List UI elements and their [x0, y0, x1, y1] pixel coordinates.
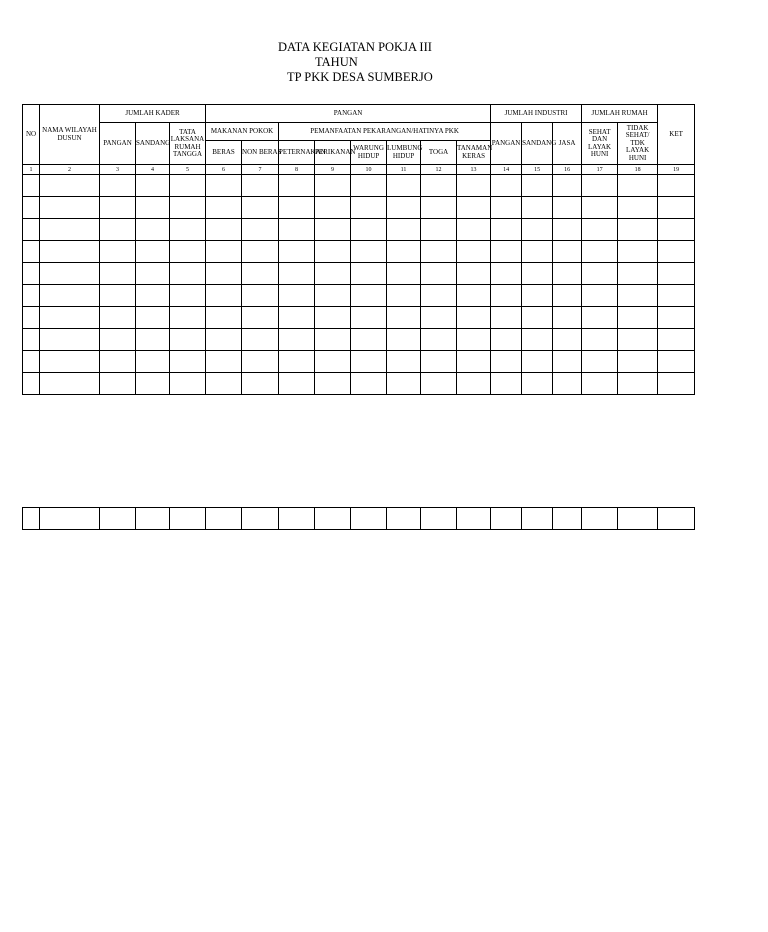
- table-cell[interactable]: [553, 175, 582, 197]
- table-cell[interactable]: [457, 508, 491, 530]
- table-row: [23, 263, 695, 285]
- table-cell[interactable]: [387, 197, 421, 219]
- table-cell[interactable]: [618, 373, 658, 395]
- table-cell[interactable]: [421, 351, 457, 373]
- table-cell[interactable]: [553, 351, 582, 373]
- table-cell[interactable]: [40, 351, 100, 373]
- table-cell[interactable]: [658, 219, 695, 241]
- table-cell[interactable]: [40, 175, 100, 197]
- title-line-3: TP PKK DESA SUMBERJO: [287, 70, 433, 84]
- table-cell[interactable]: [23, 197, 40, 219]
- table-cell[interactable]: [582, 329, 618, 351]
- table-cell[interactable]: [553, 307, 582, 329]
- table-cell[interactable]: [100, 508, 136, 530]
- table-cell[interactable]: [618, 219, 658, 241]
- table-cell[interactable]: [618, 197, 658, 219]
- table-cell[interactable]: [387, 285, 421, 307]
- table-cell[interactable]: [351, 508, 387, 530]
- table-cell[interactable]: [457, 285, 491, 307]
- table-cell[interactable]: [491, 307, 522, 329]
- table-cell[interactable]: [136, 329, 170, 351]
- table-cell[interactable]: [582, 285, 618, 307]
- column-number: 9: [315, 165, 351, 175]
- column-number: 10: [351, 165, 387, 175]
- table-cell[interactable]: [522, 508, 553, 530]
- table-row: [23, 197, 695, 219]
- table-cell[interactable]: [242, 508, 279, 530]
- table-cell[interactable]: [279, 175, 315, 197]
- table-cell[interactable]: [457, 197, 491, 219]
- table-cell[interactable]: [553, 241, 582, 263]
- table-cell[interactable]: [387, 219, 421, 241]
- header-no: NO: [23, 105, 40, 165]
- table-cell[interactable]: [491, 263, 522, 285]
- table-cell[interactable]: [23, 285, 40, 307]
- table-cell[interactable]: [206, 197, 242, 219]
- table-cell[interactable]: [618, 241, 658, 263]
- table-cell[interactable]: [553, 285, 582, 307]
- table-cell[interactable]: [522, 241, 553, 263]
- table-cell[interactable]: [387, 241, 421, 263]
- table-cell[interactable]: [279, 263, 315, 285]
- table-cell[interactable]: [279, 351, 315, 373]
- table-cell[interactable]: [421, 373, 457, 395]
- table-cell[interactable]: [170, 307, 206, 329]
- table-cell[interactable]: [421, 329, 457, 351]
- table-cell[interactable]: [491, 373, 522, 395]
- table-cell[interactable]: [387, 329, 421, 351]
- table-cell[interactable]: [491, 508, 522, 530]
- table-row: [23, 307, 695, 329]
- table-cell[interactable]: [40, 263, 100, 285]
- table-cell[interactable]: [40, 508, 100, 530]
- header-pemanfaatan: PEMANFAATAN PEKARANGAN/HATINYA PKK: [279, 123, 491, 141]
- table-cell[interactable]: [658, 373, 695, 395]
- table-cell[interactable]: [618, 351, 658, 373]
- table-cell[interactable]: [582, 175, 618, 197]
- table-cell[interactable]: [553, 219, 582, 241]
- table-cell[interactable]: [457, 373, 491, 395]
- table-cell[interactable]: [23, 263, 40, 285]
- table-cell[interactable]: [618, 508, 658, 530]
- column-number: 6: [206, 165, 242, 175]
- table-cell[interactable]: [387, 263, 421, 285]
- table-cell[interactable]: [315, 307, 351, 329]
- header-jumlah-industri: JUMLAH INDUSTRI: [491, 105, 582, 123]
- table-cell[interactable]: [553, 197, 582, 219]
- table-cell[interactable]: [618, 175, 658, 197]
- table-cell[interactable]: [351, 285, 387, 307]
- table-cell[interactable]: [421, 175, 457, 197]
- table-cell[interactable]: [23, 351, 40, 373]
- header-beras: BERAS: [206, 141, 242, 165]
- column-number: 14: [491, 165, 522, 175]
- table-cell[interactable]: [522, 307, 553, 329]
- table-cell[interactable]: [136, 175, 170, 197]
- table-cell[interactable]: [40, 373, 100, 395]
- table-cell[interactable]: [315, 351, 351, 373]
- table-cell[interactable]: [23, 219, 40, 241]
- table-cell[interactable]: [242, 219, 279, 241]
- table-cell[interactable]: [553, 373, 582, 395]
- table-cell[interactable]: [170, 241, 206, 263]
- table-cell[interactable]: [100, 219, 136, 241]
- table-cell[interactable]: [23, 175, 40, 197]
- title-line-1: DATA KEGIATAN POKJA III: [278, 40, 432, 54]
- table-cell[interactable]: [618, 307, 658, 329]
- table-cell[interactable]: [206, 285, 242, 307]
- table-cell[interactable]: [100, 373, 136, 395]
- column-number: 17: [582, 165, 618, 175]
- table-row: [23, 219, 695, 241]
- column-number: 5: [170, 165, 206, 175]
- table-cell[interactable]: [658, 351, 695, 373]
- table-cell[interactable]: [457, 351, 491, 373]
- table-cell[interactable]: [582, 197, 618, 219]
- table-cell[interactable]: [279, 329, 315, 351]
- column-number: 13: [457, 165, 491, 175]
- header-warung-hidup: WARUNG HIDUP: [351, 141, 387, 165]
- table-cell[interactable]: [242, 197, 279, 219]
- column-number: 1: [23, 165, 40, 175]
- table-cell[interactable]: [553, 508, 582, 530]
- table-cell[interactable]: [658, 307, 695, 329]
- table-cell[interactable]: [170, 285, 206, 307]
- table-cell[interactable]: [170, 197, 206, 219]
- table-cell[interactable]: [387, 508, 421, 530]
- column-number: 7: [242, 165, 279, 175]
- column-number: 19: [658, 165, 695, 175]
- table-cell[interactable]: [315, 175, 351, 197]
- column-number: 18: [618, 165, 658, 175]
- table-cell[interactable]: [491, 285, 522, 307]
- table-cell[interactable]: [522, 175, 553, 197]
- table-cell[interactable]: [351, 263, 387, 285]
- table-cell[interactable]: [40, 219, 100, 241]
- table-cell[interactable]: [387, 175, 421, 197]
- table-cell[interactable]: [279, 307, 315, 329]
- header-nama-wilayah: NAMA WILAYAH DUSUN: [40, 105, 100, 165]
- table-cell[interactable]: [100, 197, 136, 219]
- table-cell[interactable]: [522, 285, 553, 307]
- table-cell[interactable]: [582, 263, 618, 285]
- table-cell[interactable]: [23, 373, 40, 395]
- table-cell[interactable]: [100, 175, 136, 197]
- header-jumlah-kader: JUMLAH KADER: [100, 105, 206, 123]
- column-number: 8: [279, 165, 315, 175]
- table-cell[interactable]: [136, 508, 170, 530]
- table-cell[interactable]: [40, 197, 100, 219]
- header-kader-pangan: PANGAN: [100, 123, 136, 165]
- table-cell[interactable]: [23, 508, 40, 530]
- table-cell[interactable]: [40, 241, 100, 263]
- column-number: 4: [136, 165, 170, 175]
- table-cell[interactable]: [351, 197, 387, 219]
- table-cell[interactable]: [279, 197, 315, 219]
- table-cell[interactable]: [315, 263, 351, 285]
- table-cell[interactable]: [522, 373, 553, 395]
- table-cell[interactable]: [242, 351, 279, 373]
- table-cell[interactable]: [658, 508, 695, 530]
- table-row: [23, 285, 695, 307]
- table-cell[interactable]: [522, 351, 553, 373]
- table-row: [23, 241, 695, 263]
- table-cell[interactable]: [206, 307, 242, 329]
- header-tidak-sehat: TIDAK SEHAT/ TDK LAYAK HUNI: [618, 123, 658, 165]
- column-number: 16: [553, 165, 582, 175]
- table-cell[interactable]: [100, 285, 136, 307]
- table-cell[interactable]: [206, 175, 242, 197]
- table-cell[interactable]: [522, 219, 553, 241]
- table-cell[interactable]: [315, 373, 351, 395]
- header-industri-sandang: SANDANG: [522, 123, 553, 165]
- table-cell[interactable]: [457, 329, 491, 351]
- table-cell[interactable]: [170, 373, 206, 395]
- table-cell[interactable]: [242, 329, 279, 351]
- table-cell[interactable]: [457, 241, 491, 263]
- kegiatan-table: [22, 104, 695, 395]
- table-cell[interactable]: [618, 329, 658, 351]
- table-cell[interactable]: [206, 329, 242, 351]
- table-cell[interactable]: [279, 241, 315, 263]
- table-cell[interactable]: [582, 351, 618, 373]
- table-cell[interactable]: [206, 508, 242, 530]
- table-cell[interactable]: [658, 329, 695, 351]
- table-cell[interactable]: [522, 329, 553, 351]
- column-number-row: [23, 165, 695, 175]
- table-cell[interactable]: [421, 263, 457, 285]
- table-cell[interactable]: [100, 351, 136, 373]
- table-cell[interactable]: [351, 329, 387, 351]
- table-cell[interactable]: [279, 508, 315, 530]
- table-cell[interactable]: [457, 307, 491, 329]
- table-cell[interactable]: [491, 351, 522, 373]
- table-cell[interactable]: [491, 329, 522, 351]
- table-cell[interactable]: [315, 285, 351, 307]
- table-cell[interactable]: [582, 307, 618, 329]
- table-cell[interactable]: [170, 263, 206, 285]
- table-cell[interactable]: [23, 241, 40, 263]
- table-cell[interactable]: [315, 219, 351, 241]
- table-cell[interactable]: [387, 307, 421, 329]
- table-cell[interactable]: [100, 241, 136, 263]
- table-cell[interactable]: [23, 329, 40, 351]
- header-peternakan: PETERNAKAN: [279, 141, 315, 165]
- table-cell[interactable]: [242, 373, 279, 395]
- table-cell[interactable]: [242, 175, 279, 197]
- header-pangan: PANGAN: [206, 105, 491, 123]
- table-cell[interactable]: [23, 307, 40, 329]
- column-number: 2: [40, 165, 100, 175]
- table-cell[interactable]: [242, 263, 279, 285]
- column-number: 11: [387, 165, 421, 175]
- table-cell[interactable]: [279, 285, 315, 307]
- header-kader-tata-laksana: TATA LAKSANA RUMAH TANGGA: [170, 123, 206, 165]
- table-cell[interactable]: [387, 373, 421, 395]
- title-line-2: TAHUN: [315, 55, 358, 69]
- table-cell[interactable]: [351, 219, 387, 241]
- summary-row-table: [22, 507, 695, 530]
- table-cell[interactable]: [618, 263, 658, 285]
- table-cell[interactable]: [136, 373, 170, 395]
- table-cell[interactable]: [40, 285, 100, 307]
- table-cell[interactable]: [421, 197, 457, 219]
- table-cell[interactable]: [421, 241, 457, 263]
- table-cell[interactable]: [553, 263, 582, 285]
- table-cell[interactable]: [658, 263, 695, 285]
- table-cell[interactable]: [491, 219, 522, 241]
- table-row: [23, 508, 695, 530]
- table-cell[interactable]: [387, 351, 421, 373]
- table-cell[interactable]: [170, 175, 206, 197]
- header-sehat-layak: SEHAT DAN LAYAK HUNI: [582, 123, 618, 165]
- table-cell[interactable]: [582, 219, 618, 241]
- header-makanan-pokok: MAKANAN POKOK: [206, 123, 279, 141]
- table-cell[interactable]: [351, 241, 387, 263]
- table-cell[interactable]: [136, 351, 170, 373]
- table-cell[interactable]: [170, 329, 206, 351]
- column-number: 15: [522, 165, 553, 175]
- header-tanaman-keras: TANAMAN KERAS: [457, 141, 491, 165]
- header-jumlah-rumah: JUMLAH RUMAH: [582, 105, 658, 123]
- table-cell[interactable]: [279, 373, 315, 395]
- table-cell[interactable]: [100, 329, 136, 351]
- table-cell[interactable]: [206, 351, 242, 373]
- table-cell[interactable]: [421, 219, 457, 241]
- table-cell[interactable]: [457, 219, 491, 241]
- table-row: [23, 329, 695, 351]
- table-cell[interactable]: [491, 175, 522, 197]
- header-ket: KET: [658, 105, 695, 165]
- table-cell[interactable]: [421, 285, 457, 307]
- table-cell[interactable]: [658, 197, 695, 219]
- table-cell[interactable]: [136, 219, 170, 241]
- table-cell[interactable]: [40, 329, 100, 351]
- table-cell[interactable]: [279, 219, 315, 241]
- table-cell[interactable]: [457, 263, 491, 285]
- table-row: [23, 351, 695, 373]
- table-cell[interactable]: [582, 373, 618, 395]
- table-cell[interactable]: [658, 241, 695, 263]
- table-cell[interactable]: [136, 307, 170, 329]
- table-cell[interactable]: [136, 241, 170, 263]
- table-cell[interactable]: [100, 307, 136, 329]
- table-cell[interactable]: [206, 241, 242, 263]
- table-cell[interactable]: [242, 307, 279, 329]
- table-cell[interactable]: [351, 307, 387, 329]
- table-row: [23, 175, 695, 197]
- header-toga: TOGA: [421, 141, 457, 165]
- header-lumbung-hidup: LUMBUNG HIDUP: [387, 141, 421, 165]
- table-cell[interactable]: [658, 175, 695, 197]
- table-cell[interactable]: [315, 241, 351, 263]
- table-cell[interactable]: [170, 219, 206, 241]
- header-perikanan: PERIKANAN: [315, 141, 351, 165]
- table-cell[interactable]: [658, 285, 695, 307]
- table-cell[interactable]: [136, 197, 170, 219]
- table-cell[interactable]: [206, 263, 242, 285]
- header-industri-jasa: JASA: [553, 123, 582, 165]
- column-number: 12: [421, 165, 457, 175]
- table-cell[interactable]: [522, 197, 553, 219]
- table-cell[interactable]: [100, 263, 136, 285]
- table-cell[interactable]: [457, 175, 491, 197]
- table-cell[interactable]: [491, 241, 522, 263]
- table-cell[interactable]: [421, 508, 457, 530]
- table-cell[interactable]: [351, 175, 387, 197]
- table-cell[interactable]: [618, 285, 658, 307]
- table-cell[interactable]: [206, 219, 242, 241]
- table-row: [23, 373, 695, 395]
- table-cell[interactable]: [351, 373, 387, 395]
- table-cell[interactable]: [242, 241, 279, 263]
- table-cell[interactable]: [421, 307, 457, 329]
- table-cell[interactable]: [522, 263, 553, 285]
- table-cell[interactable]: [553, 329, 582, 351]
- table-cell[interactable]: [582, 508, 618, 530]
- table-cell[interactable]: [170, 351, 206, 373]
- table-cell[interactable]: [315, 508, 351, 530]
- table-cell[interactable]: [491, 197, 522, 219]
- table-cell[interactable]: [206, 373, 242, 395]
- table-cell[interactable]: [315, 197, 351, 219]
- table-cell[interactable]: [40, 307, 100, 329]
- table-cell[interactable]: [136, 263, 170, 285]
- header-industri-pangan: PANGAN: [491, 123, 522, 165]
- table-cell[interactable]: [242, 285, 279, 307]
- header-kader-sandang: SANDANG: [136, 123, 170, 165]
- table-cell[interactable]: [351, 351, 387, 373]
- header-non-beras: NON BERAS: [242, 141, 279, 165]
- column-number: 3: [100, 165, 136, 175]
- table-cell[interactable]: [170, 508, 206, 530]
- table-cell[interactable]: [582, 241, 618, 263]
- table-cell[interactable]: [136, 285, 170, 307]
- table-cell[interactable]: [315, 329, 351, 351]
